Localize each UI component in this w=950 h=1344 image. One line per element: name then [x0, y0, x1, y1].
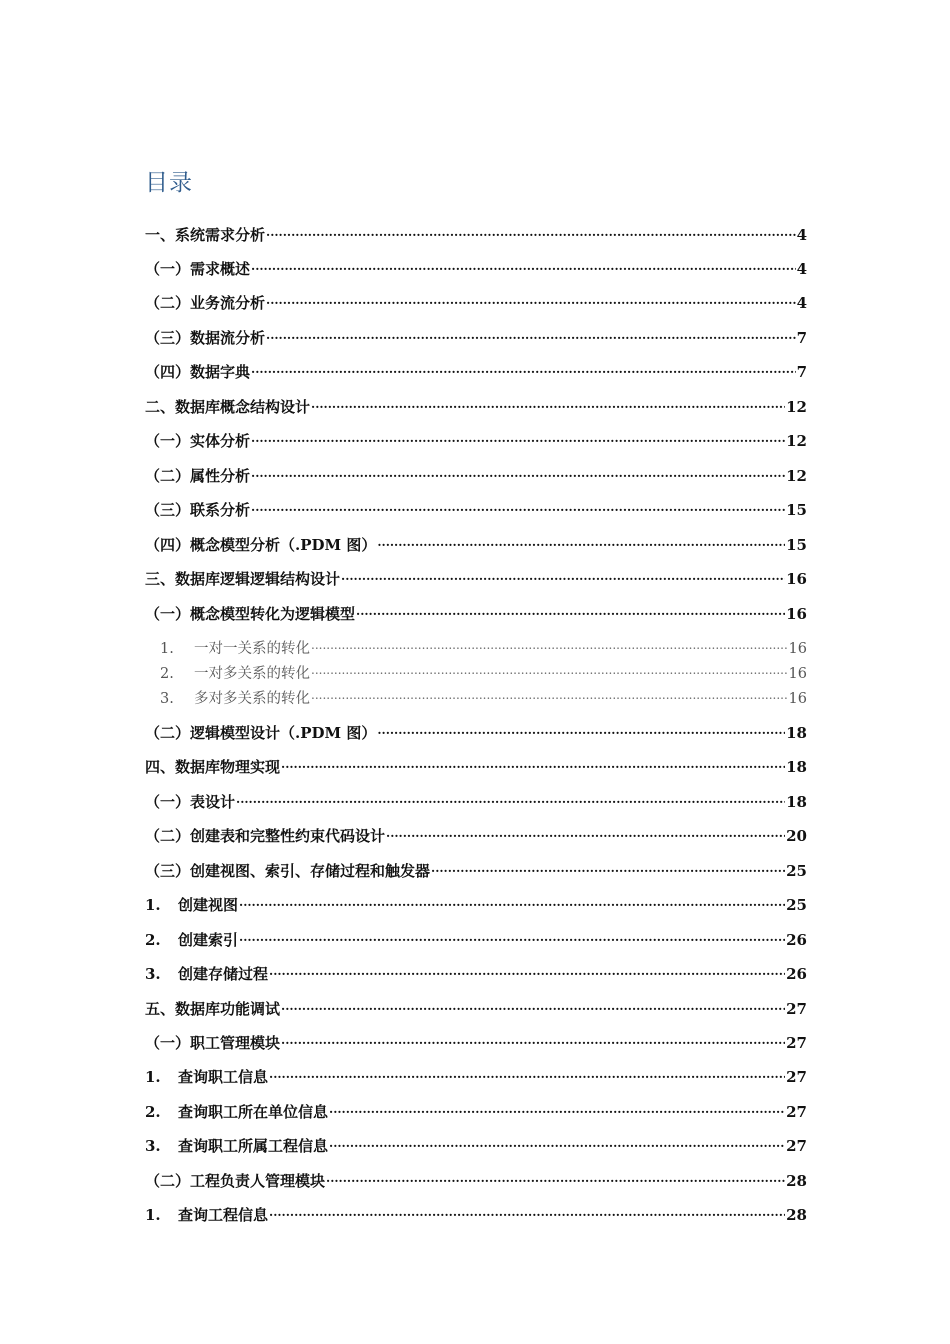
toc-entry[interactable]: [145, 959, 807, 983]
toc-entry-number: 3.: [145, 965, 161, 983]
toc-entry-label: 创建索引: [178, 931, 239, 949]
dot-leader: [311, 392, 785, 412]
toc-entry-page-number: 25: [786, 862, 807, 880]
toc-entry-label: （一）实体分析: [145, 432, 251, 450]
toc-entry-label: （二）属性分析: [145, 467, 251, 485]
toc-entry[interactable]: [145, 1166, 807, 1190]
toc-entry-label: （二）逻辑模型设计（.PDM 图）: [145, 724, 377, 742]
toc-entry[interactable]: [145, 392, 807, 416]
toc-entry-label: （一）职工管理模块: [145, 1034, 281, 1052]
toc-entry[interactable]: [160, 658, 807, 682]
toc-entry-label: 查询工程信息: [178, 1206, 269, 1224]
toc-entry[interactable]: [145, 495, 807, 519]
dot-leader: [269, 959, 785, 979]
dot-leader: [311, 683, 788, 703]
toc-entry[interactable]: [160, 683, 807, 707]
toc-entry-page-number: 4: [796, 260, 807, 278]
toc-entry-page-number: 12: [786, 398, 807, 416]
toc-entry-label: 四、数据库物理实现: [145, 758, 281, 776]
toc-entry-label: 一对多关系的转化: [194, 666, 310, 682]
dot-leader: [377, 530, 785, 550]
toc-entry-label: 创建存储过程: [178, 965, 269, 983]
dot-leader: [251, 461, 785, 481]
toc-entry-number: 1.: [145, 1206, 161, 1224]
dot-leader: [269, 1200, 785, 1220]
dot-leader: [326, 1166, 785, 1186]
dot-leader: [251, 357, 796, 377]
toc-entry[interactable]: [145, 890, 807, 914]
toc-entry[interactable]: [145, 599, 807, 623]
toc-title: 目录: [145, 170, 193, 196]
toc-entry-page-number: 27: [786, 1034, 807, 1052]
toc-entry[interactable]: [145, 1097, 807, 1121]
toc-entry-label: 多对多关系的转化: [194, 691, 310, 707]
toc-entry[interactable]: [145, 718, 807, 742]
toc-entry[interactable]: [145, 994, 807, 1018]
toc-entry-label: （三）创建视图、索引、存储过程和触发器: [145, 862, 431, 880]
toc-entry-label: 三、数据库逻辑逻辑结构设计: [145, 570, 341, 588]
dot-leader: [281, 994, 785, 1014]
toc-entry[interactable]: [145, 357, 807, 381]
toc-entry[interactable]: [145, 821, 807, 845]
dot-leader: [311, 658, 788, 678]
toc-entry-page-number: 25: [786, 896, 807, 914]
toc-entry[interactable]: [145, 1131, 807, 1155]
toc-entry[interactable]: [145, 530, 807, 554]
dot-leader: [329, 1131, 785, 1151]
toc-entry-page-number: 26: [786, 965, 807, 983]
toc-entry-page-number: 27: [786, 1137, 807, 1155]
toc-entry-label: 查询职工所属工程信息: [178, 1137, 329, 1155]
toc-entry-number: 2.: [145, 931, 161, 949]
toc-entry-label: 查询职工所在单位信息: [178, 1103, 329, 1121]
toc-entry-label: （一）表设计: [145, 793, 236, 811]
toc-entry-number: 1.: [160, 641, 174, 657]
toc-entry-label: （三）联系分析: [145, 501, 251, 519]
dot-leader: [266, 220, 796, 240]
dot-leader: [251, 254, 796, 274]
toc-entry[interactable]: [145, 1028, 807, 1052]
dot-leader: [266, 288, 796, 308]
toc-entry-page-number: 16: [788, 666, 807, 682]
toc-entry-page-number: 16: [786, 605, 807, 623]
toc-entry[interactable]: [145, 856, 807, 880]
toc-entry-page-number: 18: [786, 758, 807, 776]
toc-entry[interactable]: [145, 254, 807, 278]
dot-leader: [236, 787, 785, 807]
dot-leader: [356, 599, 785, 619]
toc-entry[interactable]: [145, 426, 807, 450]
toc-entry-label: 创建视图: [178, 896, 239, 914]
toc-entry-page-number: 18: [786, 724, 807, 742]
toc-entry-label: （二）业务流分析: [145, 294, 266, 312]
toc-entry-page-number: 7: [796, 329, 807, 347]
toc-entry-page-number: 4: [796, 294, 807, 312]
dot-leader: [311, 633, 788, 653]
dot-leader: [281, 1028, 785, 1048]
toc-entry-page-number: 27: [786, 1103, 807, 1121]
toc-entry-page-number: 26: [786, 931, 807, 949]
toc-entry-page-number: 28: [786, 1172, 807, 1190]
dot-leader: [386, 821, 785, 841]
toc-entry[interactable]: [145, 220, 807, 244]
dot-leader: [329, 1097, 785, 1117]
toc-entry-label: 查询职工信息: [178, 1068, 269, 1086]
toc-entry-label: 一对一关系的转化: [194, 641, 310, 657]
dot-leader: [341, 564, 785, 584]
toc-entry-page-number: 20: [786, 827, 807, 845]
dot-leader: [377, 718, 785, 738]
toc-entry-label: 五、数据库功能调试: [145, 1000, 281, 1018]
toc-entry[interactable]: [145, 1200, 807, 1224]
toc-entry[interactable]: [145, 1062, 807, 1086]
dot-leader: [266, 323, 796, 343]
dot-leader: [431, 856, 785, 876]
toc-entry[interactable]: [145, 787, 807, 811]
toc-entry-page-number: 18: [786, 793, 807, 811]
toc-entry-page-number: 16: [786, 570, 807, 588]
toc-entry-label: （二）创建表和完整性约束代码设计: [145, 827, 386, 845]
toc-entry-label: （三）数据流分析: [145, 329, 266, 347]
toc-entry-number: 2.: [145, 1103, 161, 1121]
toc-entry[interactable]: [145, 564, 807, 588]
toc-entry-label: （四）数据字典: [145, 363, 251, 381]
toc-entry-label: 二、数据库概念结构设计: [145, 398, 311, 416]
dot-leader: [239, 890, 785, 910]
dot-leader: [251, 495, 785, 515]
dot-leader: [269, 1062, 785, 1082]
toc-entry-label: （一）需求概述: [145, 260, 251, 278]
toc-entry-page-number: 15: [786, 501, 807, 519]
toc-entry-page-number: 12: [786, 432, 807, 450]
toc-entry-page-number: 12: [786, 467, 807, 485]
toc-entry-page-number: 7: [796, 363, 807, 381]
toc-entry-number: 3.: [145, 1137, 161, 1155]
dot-leader: [251, 426, 785, 446]
toc-entry-number: 3.: [160, 691, 174, 707]
toc-entry-page-number: 27: [786, 1000, 807, 1018]
dot-leader: [239, 925, 785, 945]
toc-entry-page-number: 16: [788, 691, 807, 707]
toc-entry[interactable]: [145, 288, 807, 312]
toc-entry-number: 2.: [160, 666, 174, 682]
dot-leader: [281, 752, 785, 772]
toc-entry-label: （一）概念模型转化为逻辑模型: [145, 605, 356, 623]
toc-entry-page-number: 27: [786, 1068, 807, 1086]
toc-entry-page-number: 16: [788, 641, 807, 657]
toc-entry-label: （四）概念模型分析（.PDM 图）: [145, 536, 377, 554]
toc-entry-page-number: 15: [786, 536, 807, 554]
toc-entry-number: 1.: [145, 896, 161, 914]
toc-entry[interactable]: [160, 633, 807, 657]
toc-entry[interactable]: [145, 323, 807, 347]
toc-entry-label: （二）工程负责人管理模块: [145, 1172, 326, 1190]
toc-entry-number: 1.: [145, 1068, 161, 1086]
toc-entry[interactable]: [145, 752, 807, 776]
toc-entry[interactable]: [145, 461, 807, 485]
toc-entry-page-number: 28: [786, 1206, 807, 1224]
toc-entry-label: 一、系统需求分析: [145, 226, 266, 244]
toc-entry-page-number: 4: [796, 226, 807, 244]
toc-entry[interactable]: [145, 925, 807, 949]
